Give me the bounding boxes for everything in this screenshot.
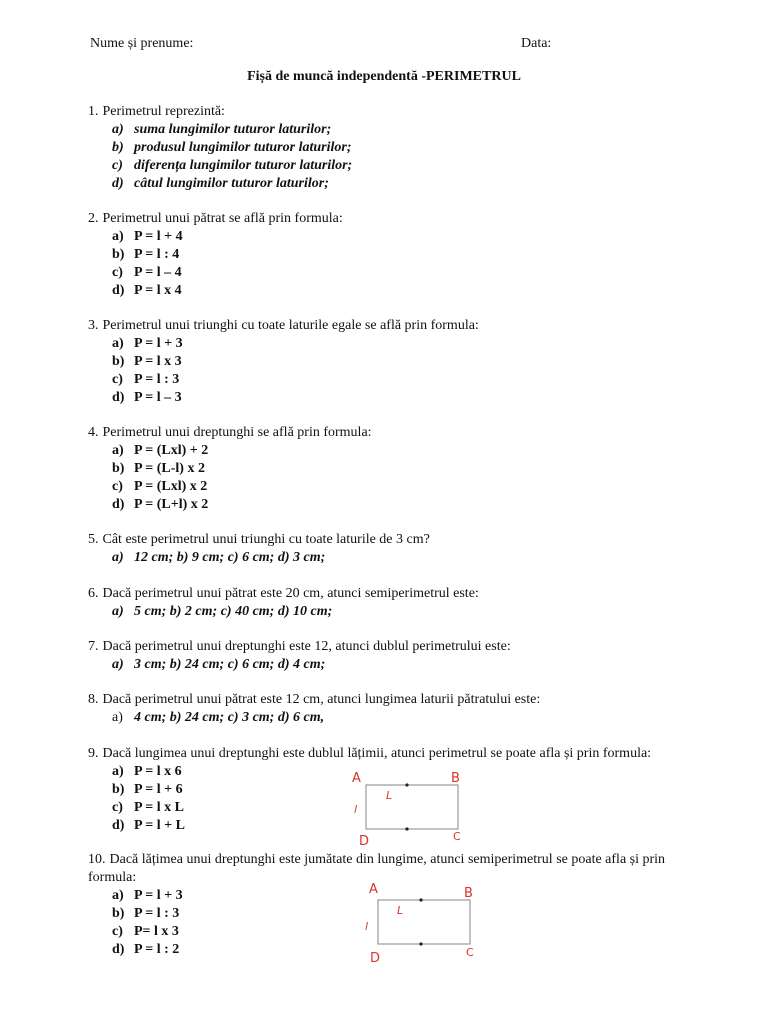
option-letter: b) (112, 906, 125, 921)
option-text: P = l + 3 (134, 888, 183, 903)
question-3 (88, 317, 728, 407)
question-5 (88, 531, 728, 567)
answer-options (88, 709, 728, 727)
options-list (88, 228, 728, 300)
vertex-b-label: B (464, 886, 473, 901)
option-letter: b) (112, 354, 125, 369)
midpoint-top (419, 898, 422, 901)
option-text: P = (Lxl) x 2 (134, 479, 208, 494)
option-c (88, 478, 728, 496)
options-list (88, 121, 728, 193)
question-text: Dacă lățimea unui dreptunghi este jumătate din lungime, atunci semiperimetrul se poate afla și prin formula: (88, 852, 666, 885)
worksheet-title: Fișă de muncă independentă -PERIMETRUL (247, 69, 521, 84)
option-text: câtul lungimilor tuturor laturilor; (134, 176, 329, 191)
option-letter: a) (112, 764, 124, 779)
option-d (88, 389, 728, 407)
option-text: suma lungimilor tuturor laturilor; (134, 122, 332, 137)
option-c (88, 157, 728, 175)
question-text: Perimetrul reprezintă: (102, 104, 225, 119)
rectangle-drawing (362, 876, 487, 966)
option-letter: a) (112, 710, 123, 725)
option-a (88, 335, 728, 353)
rectangle-shape (366, 785, 458, 829)
question-text: Dacă perimetrul unui pătrat este 20 cm, atunci semiperimetrul este: (102, 586, 479, 601)
option-text: P = l + L (134, 818, 185, 833)
answer-text: 4 cm; b) 24 cm; c) 3 cm; d) 6 cm, (134, 710, 325, 725)
option-text: P = l x 6 (134, 764, 182, 779)
vertex-c-label: C (453, 830, 461, 843)
option-text: P = l : 3 (134, 372, 180, 387)
midpoint-top (405, 783, 408, 786)
answer-options (88, 603, 728, 621)
vertex-d-label: D (359, 834, 370, 848)
question-number: 6. (88, 586, 99, 601)
question-6 (88, 585, 728, 621)
option-letter: d) (112, 497, 125, 512)
name-label: Nume și prenume: (90, 36, 194, 51)
option-letter: a) (112, 229, 124, 244)
option-text: P = l + 6 (134, 782, 183, 797)
option-text: P = l : 3 (134, 906, 180, 921)
question-text: Cât este perimetrul unui triunghi cu toate laturile de 3 cm? (102, 532, 430, 547)
question-number: 9. (88, 746, 99, 761)
option-text: P = (Lxl) + 2 (134, 443, 209, 458)
option-text: P = l : 4 (134, 247, 180, 262)
rectangle-diagram-1 (348, 766, 473, 853)
option-letter: d) (112, 942, 125, 957)
option-text: P = l x L (134, 800, 184, 815)
question-2 (88, 210, 728, 300)
question-text: Dacă perimetrul unui pătrat este 12 cm, atunci lungimea laturii pătratului este: (102, 692, 541, 707)
option-letter: c) (112, 265, 123, 280)
question-number: 5. (88, 532, 99, 547)
option-text: P= l x 3 (134, 924, 179, 939)
question-7 (88, 638, 728, 674)
option-letter: a) (112, 888, 124, 903)
answer-options (88, 549, 728, 567)
option-text: P = l x 3 (134, 354, 182, 369)
question-number: 7. (88, 639, 99, 654)
option-text: P = l + 4 (134, 229, 183, 244)
option-letter: a) (112, 550, 124, 565)
date-label: Data: (521, 36, 552, 51)
question-text: Dacă lungimea unui dreptunghi este dublul lățimii, atunci perimetrul se poate afla și prin formula: (102, 746, 652, 761)
option-letter: c) (112, 800, 123, 815)
question-number: 10. (88, 852, 106, 867)
rectangle-diagram-2 (362, 876, 487, 971)
question-number: 1. (88, 104, 99, 119)
option-text: P = (L+l) x 2 (134, 497, 209, 512)
question-8 (88, 691, 728, 727)
answer-options (88, 656, 728, 674)
option-letter: b) (112, 782, 125, 797)
option-letter: d) (112, 818, 125, 833)
vertex-b-label: B (451, 771, 460, 786)
answer-text: 3 cm; b) 24 cm; c) 6 cm; d) 4 cm; (134, 657, 326, 672)
option-letter: d) (112, 283, 125, 298)
option-letter: b) (112, 247, 125, 262)
option-b (88, 246, 728, 264)
option-letter: c) (112, 924, 123, 939)
width-label: l (354, 803, 358, 816)
width-label: l (365, 920, 369, 933)
question-text: Perimetrul unui triunghi cu toate laturile egale se află prin formula: (102, 318, 479, 333)
option-text: P = l – 4 (134, 265, 182, 280)
option-d (88, 175, 728, 193)
option-d (88, 496, 728, 514)
midpoint-bottom (405, 827, 408, 830)
question-text: Dacă perimetrul unui dreptunghi este 12, atunci dublul perimetrului este: (102, 639, 511, 654)
option-text: P = l x 4 (134, 283, 182, 298)
question-number: 2. (88, 211, 99, 226)
question-text: Perimetrul unui dreptunghi se află prin formula: (102, 425, 372, 440)
option-c (88, 264, 728, 282)
vertex-a-label: A (352, 771, 361, 786)
option-letter: c) (112, 372, 123, 387)
option-letter: d) (112, 390, 125, 405)
option-a (88, 442, 728, 460)
option-letter: b) (112, 461, 125, 476)
option-letter: a) (112, 122, 124, 137)
vertex-a-label: A (369, 882, 378, 897)
option-d (88, 282, 728, 300)
option-text: diferența lungimilor tuturor laturilor; (134, 158, 353, 173)
option-letter: a) (112, 443, 124, 458)
answer-text: 5 cm; b) 2 cm; c) 40 cm; d) 10 cm; (134, 604, 333, 619)
question-4 (88, 424, 728, 514)
option-text: produsul lungimilor tuturor laturilor; (134, 140, 352, 155)
option-letter: b) (112, 140, 124, 155)
option-b (88, 460, 728, 478)
question-number: 4. (88, 425, 99, 440)
option-text: P = l – 3 (134, 390, 182, 405)
header (0, 36, 768, 54)
option-c (88, 371, 728, 389)
midpoint-bottom (419, 942, 422, 945)
option-letter: d) (112, 176, 124, 191)
option-text: P = l + 3 (134, 336, 183, 351)
option-letter: c) (112, 158, 123, 173)
vertex-c-label: C (466, 946, 474, 959)
option-letter: a) (112, 604, 124, 619)
length-label: L (397, 904, 404, 917)
option-letter: a) (112, 657, 124, 672)
option-text: P = (L-l) x 2 (134, 461, 205, 476)
length-label: L (386, 789, 393, 802)
rectangle-drawing (348, 766, 473, 848)
option-letter: a) (112, 336, 124, 351)
answer-text: 12 cm; b) 9 cm; c) 6 cm; d) 3 cm; (134, 550, 326, 565)
question-text: Perimetrul unui pătrat se află prin formula: (102, 211, 343, 226)
option-text: P = l : 2 (134, 942, 180, 957)
options-list (88, 335, 728, 407)
option-a (88, 121, 728, 139)
question-number: 3. (88, 318, 99, 333)
option-a (88, 228, 728, 246)
option-b (88, 139, 728, 157)
question-1 (88, 103, 728, 193)
question-number: 8. (88, 692, 99, 707)
rectangle-shape (378, 900, 470, 944)
option-letter: c) (112, 479, 123, 494)
vertex-d-label: D (370, 951, 381, 966)
option-b (88, 353, 728, 371)
options-list (88, 442, 728, 514)
